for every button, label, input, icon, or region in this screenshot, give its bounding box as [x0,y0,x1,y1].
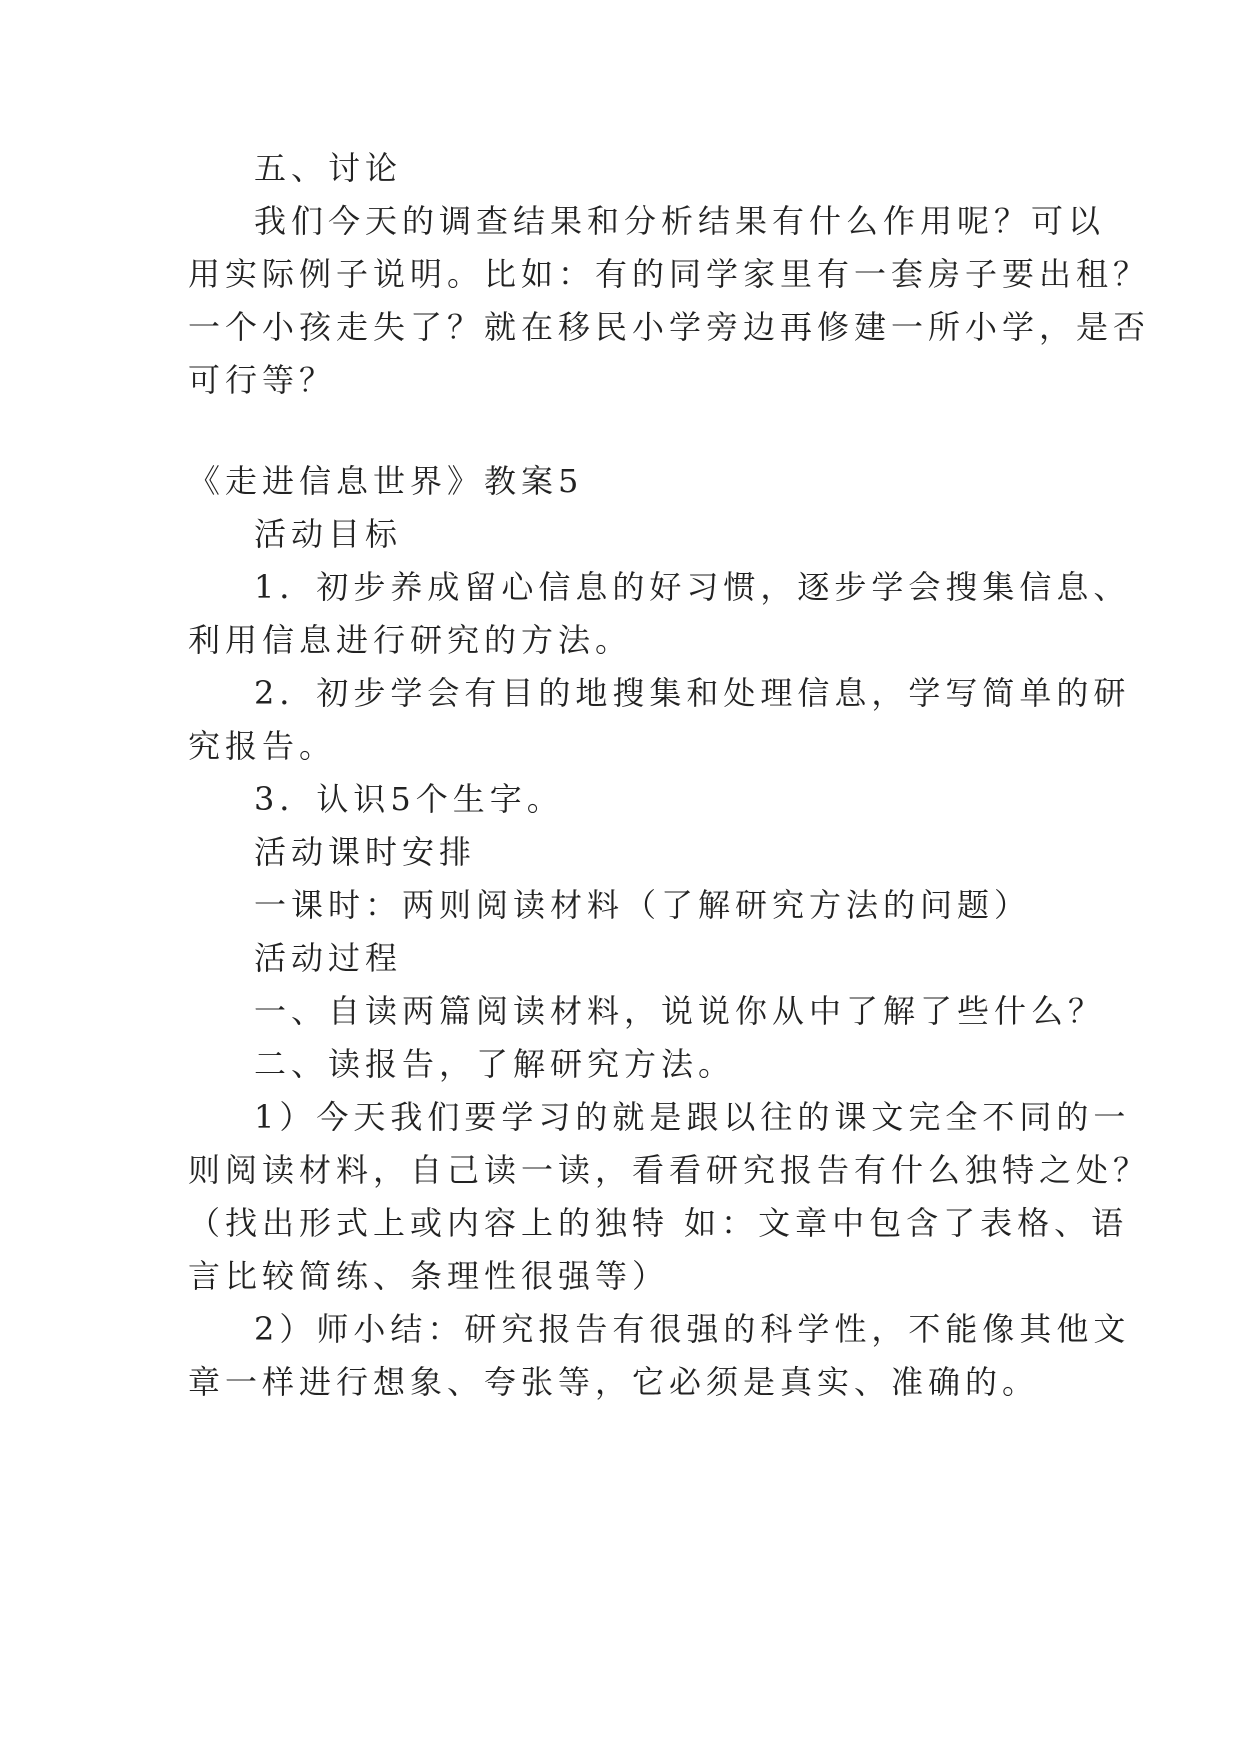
item-2-line: 2）师小结：研究报告有很强的科学性，不能像其他文 [254,1310,1131,1348]
paragraph-line: 我们今天的调查结果和分析结果有什么作用呢？可以 [254,202,1106,240]
item-1-line: 言比较简练、条理性很强等） [188,1257,670,1295]
schedule-heading: 活动课时安排 [254,833,477,871]
step-2-line: 二、读报告，了解研究方法。 [254,1045,736,1083]
item-1-line: 1）今天我们要学习的就是跟以往的课文完全不同的一 [254,1098,1131,1136]
goal-3-line: 3．认识5个生字。 [254,780,564,818]
section-heading-discussion: 五、讨论 [254,149,403,187]
item-1-line: 则阅读材料，自己读一读，看看研究报告有什么独特之处？ [188,1151,1151,1189]
goals-heading: 活动目标 [254,515,403,553]
goal-2-line: 究报告。 [188,727,337,765]
goal-2-line: 2．初步学会有目的地搜集和处理信息，学写简单的研 [254,674,1131,712]
schedule-text: 一课时：两则阅读材料（了解研究方法的问题） [254,886,1032,924]
paragraph-line: 可行等？ [188,361,337,399]
lesson-title: 《走进信息世界》教案5 [188,462,584,500]
item-1-line: （找出形式上或内容上的独特 如：文章中包含了表格、语 [188,1204,1129,1242]
step-1-line: 一、自读两篇阅读材料，说说你从中了解了些什么？ [254,992,1106,1030]
process-heading: 活动过程 [254,939,403,977]
goal-1-line: 1．初步养成留心信息的好习惯，逐步学会搜集信息、 [254,568,1131,606]
paragraph-line: 用实际例子说明。比如：有的同学家里有一套房子要出租？ [188,255,1151,293]
item-2-line: 章一样进行想象、夸张等，它必须是真实、准确的。 [188,1363,1040,1401]
paragraph-line: 一个小孩走失了？就在移民小学旁边再修建一所小学，是否 [188,308,1151,346]
goal-1-line: 利用信息进行研究的方法。 [188,621,633,659]
